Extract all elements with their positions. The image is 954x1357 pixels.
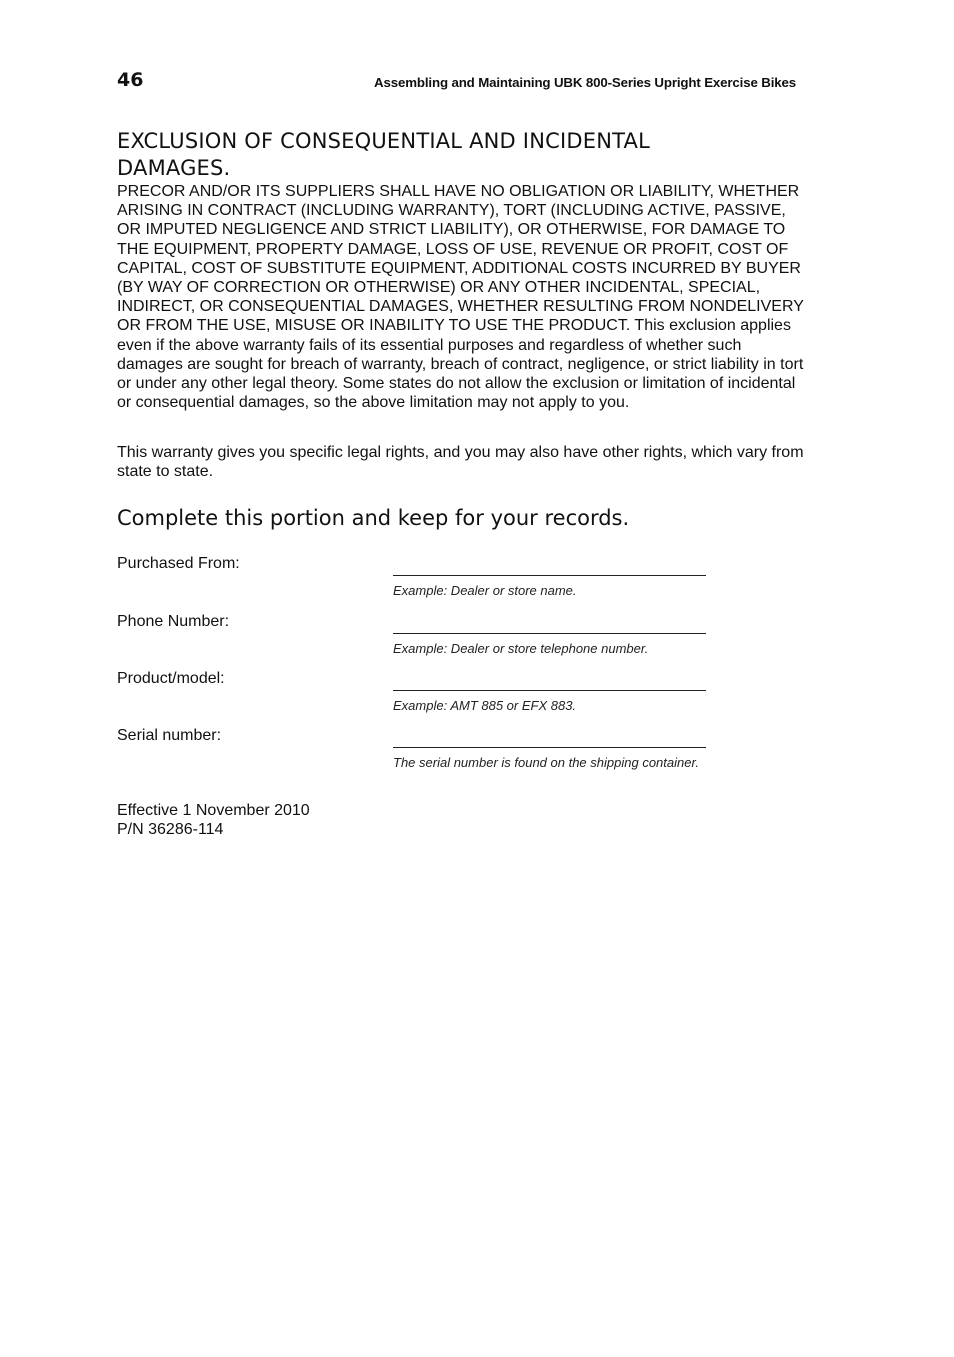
phone-number-line[interactable]: [393, 633, 706, 634]
records-heading: Complete this portion and keep for your records.: [117, 506, 630, 530]
page-number: 46: [117, 69, 144, 91]
purchased-from-line[interactable]: [393, 575, 706, 576]
rights-paragraph: This warranty gives you specific legal rights, and you may also have other rights, which vary from state to state.: [117, 444, 804, 481]
effective-date: Effective 1 November 2010: [117, 802, 310, 819]
exclusion-paragraph: PRECOR AND/OR ITS SUPPLIERS SHALL HAVE NO OBLIGATION OR LIABILITY, WHETHER ARISING IN CONTRACT (INCLUDING WARRANTY), TORT (INCLUDING ACTIVE, PASSIVE, OR IMPUTED NEGLIGENCE AND STRICT LIABILITY), OR OTHERWISE, FOR DAMAGE TO THE EQUIPMENT, PROPERTY DAMAGE, LOSS OF USE, REVENUE OR PROFIT, COST OF CAPITAL, COST OF SUBSTITUTE EQUIPMENT, ADDITIONAL COSTS INCURRED BY BUYER (BY WAY OF CORRECTION OR OTHERWISE) OR ANY OTHER INCIDENTAL, SPECIAL, INDIRECT, OR CONSEQUENTIAL DAMAGES, WHETHER RESULTING FROM NONDELIVERY OR FROM THE USE, MISUSE OR INABILITY TO USE THE PRODUCT. This exclusion applies even if the above warranty fails of its essential purposes and regardless of whether such damages are sought for breach of warranty, breach of contract, negligence, or strict liability in tort or under any other legal theory. Some states do not allow the exclusion or limitation of incidental or consequential damages, so the above limitation may not apply to you.: [117, 183, 804, 412]
running-header: Assembling and Maintaining UBK 800-Series Upright Exercise Bikes: [374, 75, 796, 90]
phone-number-label: Phone Number:: [117, 613, 230, 630]
exclusion-heading: EXCLUSION OF CONSEQUENTIAL AND INCIDENTAL DAMAGES.: [117, 129, 650, 180]
part-number: P/N 36286-114: [117, 821, 224, 838]
product-model-line[interactable]: [393, 690, 706, 691]
product-model-hint: Example: AMT 885 or EFX 883.: [393, 698, 577, 713]
serial-number-hint: The serial number is found on the shipping container.: [393, 755, 699, 770]
serial-number-line[interactable]: [393, 747, 706, 748]
purchased-from-label: Purchased From:: [117, 555, 240, 572]
serial-number-label: Serial number:: [117, 727, 222, 744]
phone-number-hint: Example: Dealer or store telephone number.: [393, 641, 649, 656]
product-model-label: Product/model:: [117, 670, 225, 687]
purchased-from-hint: Example: Dealer or store name.: [393, 583, 577, 598]
